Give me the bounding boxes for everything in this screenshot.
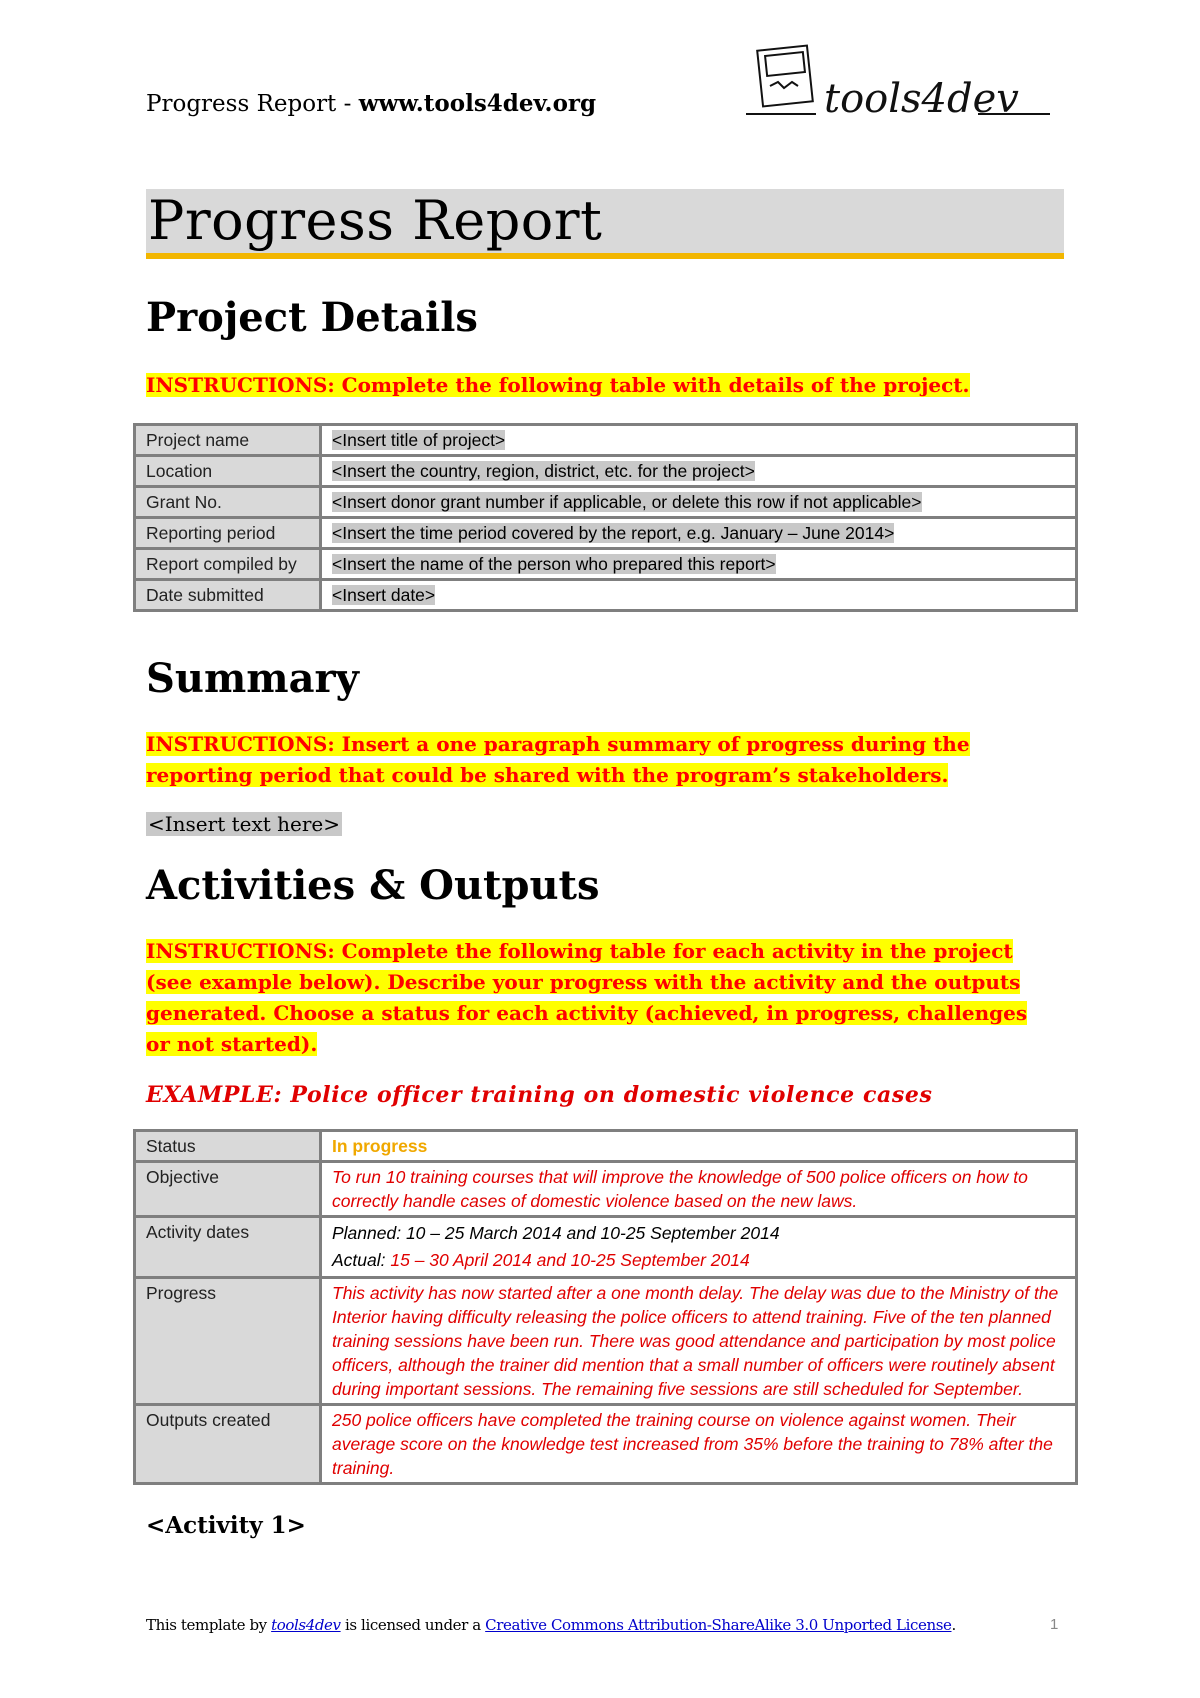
row-label: Project name [135, 425, 321, 456]
table-row [135, 1217, 1077, 1278]
dates-label: Activity dates [135, 1217, 321, 1278]
table-row [135, 580, 1077, 611]
row-value[interactable]: <Insert donor grant number if applicable, or delete this row if not applicable> [321, 487, 1077, 518]
table-row [135, 518, 1077, 549]
row-value[interactable]: <Insert title of project> [321, 425, 1077, 456]
table-row [135, 1278, 1077, 1405]
row-label: Report compiled by [135, 549, 321, 580]
title-band [146, 189, 1064, 259]
row-value[interactable]: <Insert the name of the person who prepared this report> [321, 549, 1077, 580]
table-row [135, 425, 1077, 456]
project-details-table [133, 423, 1078, 612]
row-value[interactable]: <Insert the country, region, district, etc. for the project> [321, 456, 1077, 487]
progress-value[interactable]: This activity has now started after a one month delay. The delay was due to the Ministry of the Interior having difficulty releasing the police officers to attend training. Five of the ten planned training sessions have been run. There was good attendance and participation by most police officers, although the trainer did mention that a small number of officers were routinely absent during important sessions. The remaining five sessions are still scheduled for September. [321, 1278, 1077, 1405]
page-header [146, 90, 596, 117]
outputs-value[interactable]: 250 police officers have completed the training course on violence against women. Their average score on the knowledge test increased from 35% before the training to 78% after the training. [321, 1405, 1077, 1484]
page-number: 1 [1050, 1616, 1059, 1633]
table-row [135, 549, 1077, 580]
header-site[interactable]: www.tools4dev.org [358, 90, 597, 117]
status-label: Status [135, 1131, 321, 1162]
example-activity-table [133, 1129, 1078, 1485]
summary-heading: Summary [146, 655, 359, 702]
project-details-heading: Project Details [146, 294, 478, 341]
logo-text: tools4dev [824, 76, 1019, 122]
dates-actual-value: 15 – 30 April 2014 and 10-25 September 2014 [385, 1250, 750, 1270]
table-row [135, 1131, 1077, 1162]
summary-placeholder[interactable]: <Insert text here> [148, 812, 341, 836]
header-prefix: Progress Report - [146, 91, 359, 117]
table-row [135, 456, 1077, 487]
dates-planned: Planned: 10 – 25 March 2014 and 10-25 September 2014 [332, 1223, 780, 1243]
dates-value[interactable] [321, 1217, 1077, 1278]
dates-actual-label: Actual: [332, 1250, 386, 1270]
example-heading: EXAMPLE: Police officer training on domestic violence cases [146, 1082, 933, 1108]
project-details-instructions: INSTRUCTIONS: Complete the following table with details of the project. [146, 373, 970, 397]
activity-1-placeholder[interactable]: <Activity 1> [146, 1512, 306, 1539]
table-row [135, 1162, 1077, 1217]
row-value[interactable]: <Insert the time period covered by the report, e.g. January – June 2014> [321, 518, 1077, 549]
row-value[interactable]: <Insert date> [321, 580, 1077, 611]
objective-label: Objective [135, 1162, 321, 1217]
row-label: Reporting period [135, 518, 321, 549]
outputs-label: Outputs created [135, 1405, 321, 1484]
row-label: Location [135, 456, 321, 487]
license-link[interactable]: Creative Commons Attribution-ShareAlike 3.0 Unported License [485, 1616, 952, 1634]
tools4dev-logo [746, 42, 1052, 138]
table-row [135, 487, 1077, 518]
activities-heading: Activities & Outputs [146, 862, 600, 909]
row-label: Grant No. [135, 487, 321, 518]
progress-label: Progress [135, 1278, 321, 1405]
license-footer: This template by tools4dev is licensed under a Creative Commons Attribution-ShareAlike 3.0 Unported License. [146, 1616, 956, 1634]
objective-value[interactable]: To run 10 training courses that will improve the knowledge of 500 police officers on how to correctly handle cases of domestic violence based on the new laws. [321, 1162, 1077, 1217]
page-title: Progress Report [148, 189, 603, 252]
activities-instructions: INSTRUCTIONS: Complete the following table for each activity in the project (see example below). Describe your progress with the activity and the outputs generated. Choose a status for each activity (achieved, in progress, challenges or not started). [146, 939, 1028, 1056]
row-label: Date submitted [135, 580, 321, 611]
tools4dev-link[interactable]: tools4dev [271, 1616, 341, 1634]
table-row [135, 1405, 1077, 1484]
status-value[interactable]: In progress [321, 1131, 1077, 1162]
summary-instructions: INSTRUCTIONS: Insert a one paragraph summary of progress during the reporting period that could be shared with the program’s stakeholders. [146, 732, 970, 787]
